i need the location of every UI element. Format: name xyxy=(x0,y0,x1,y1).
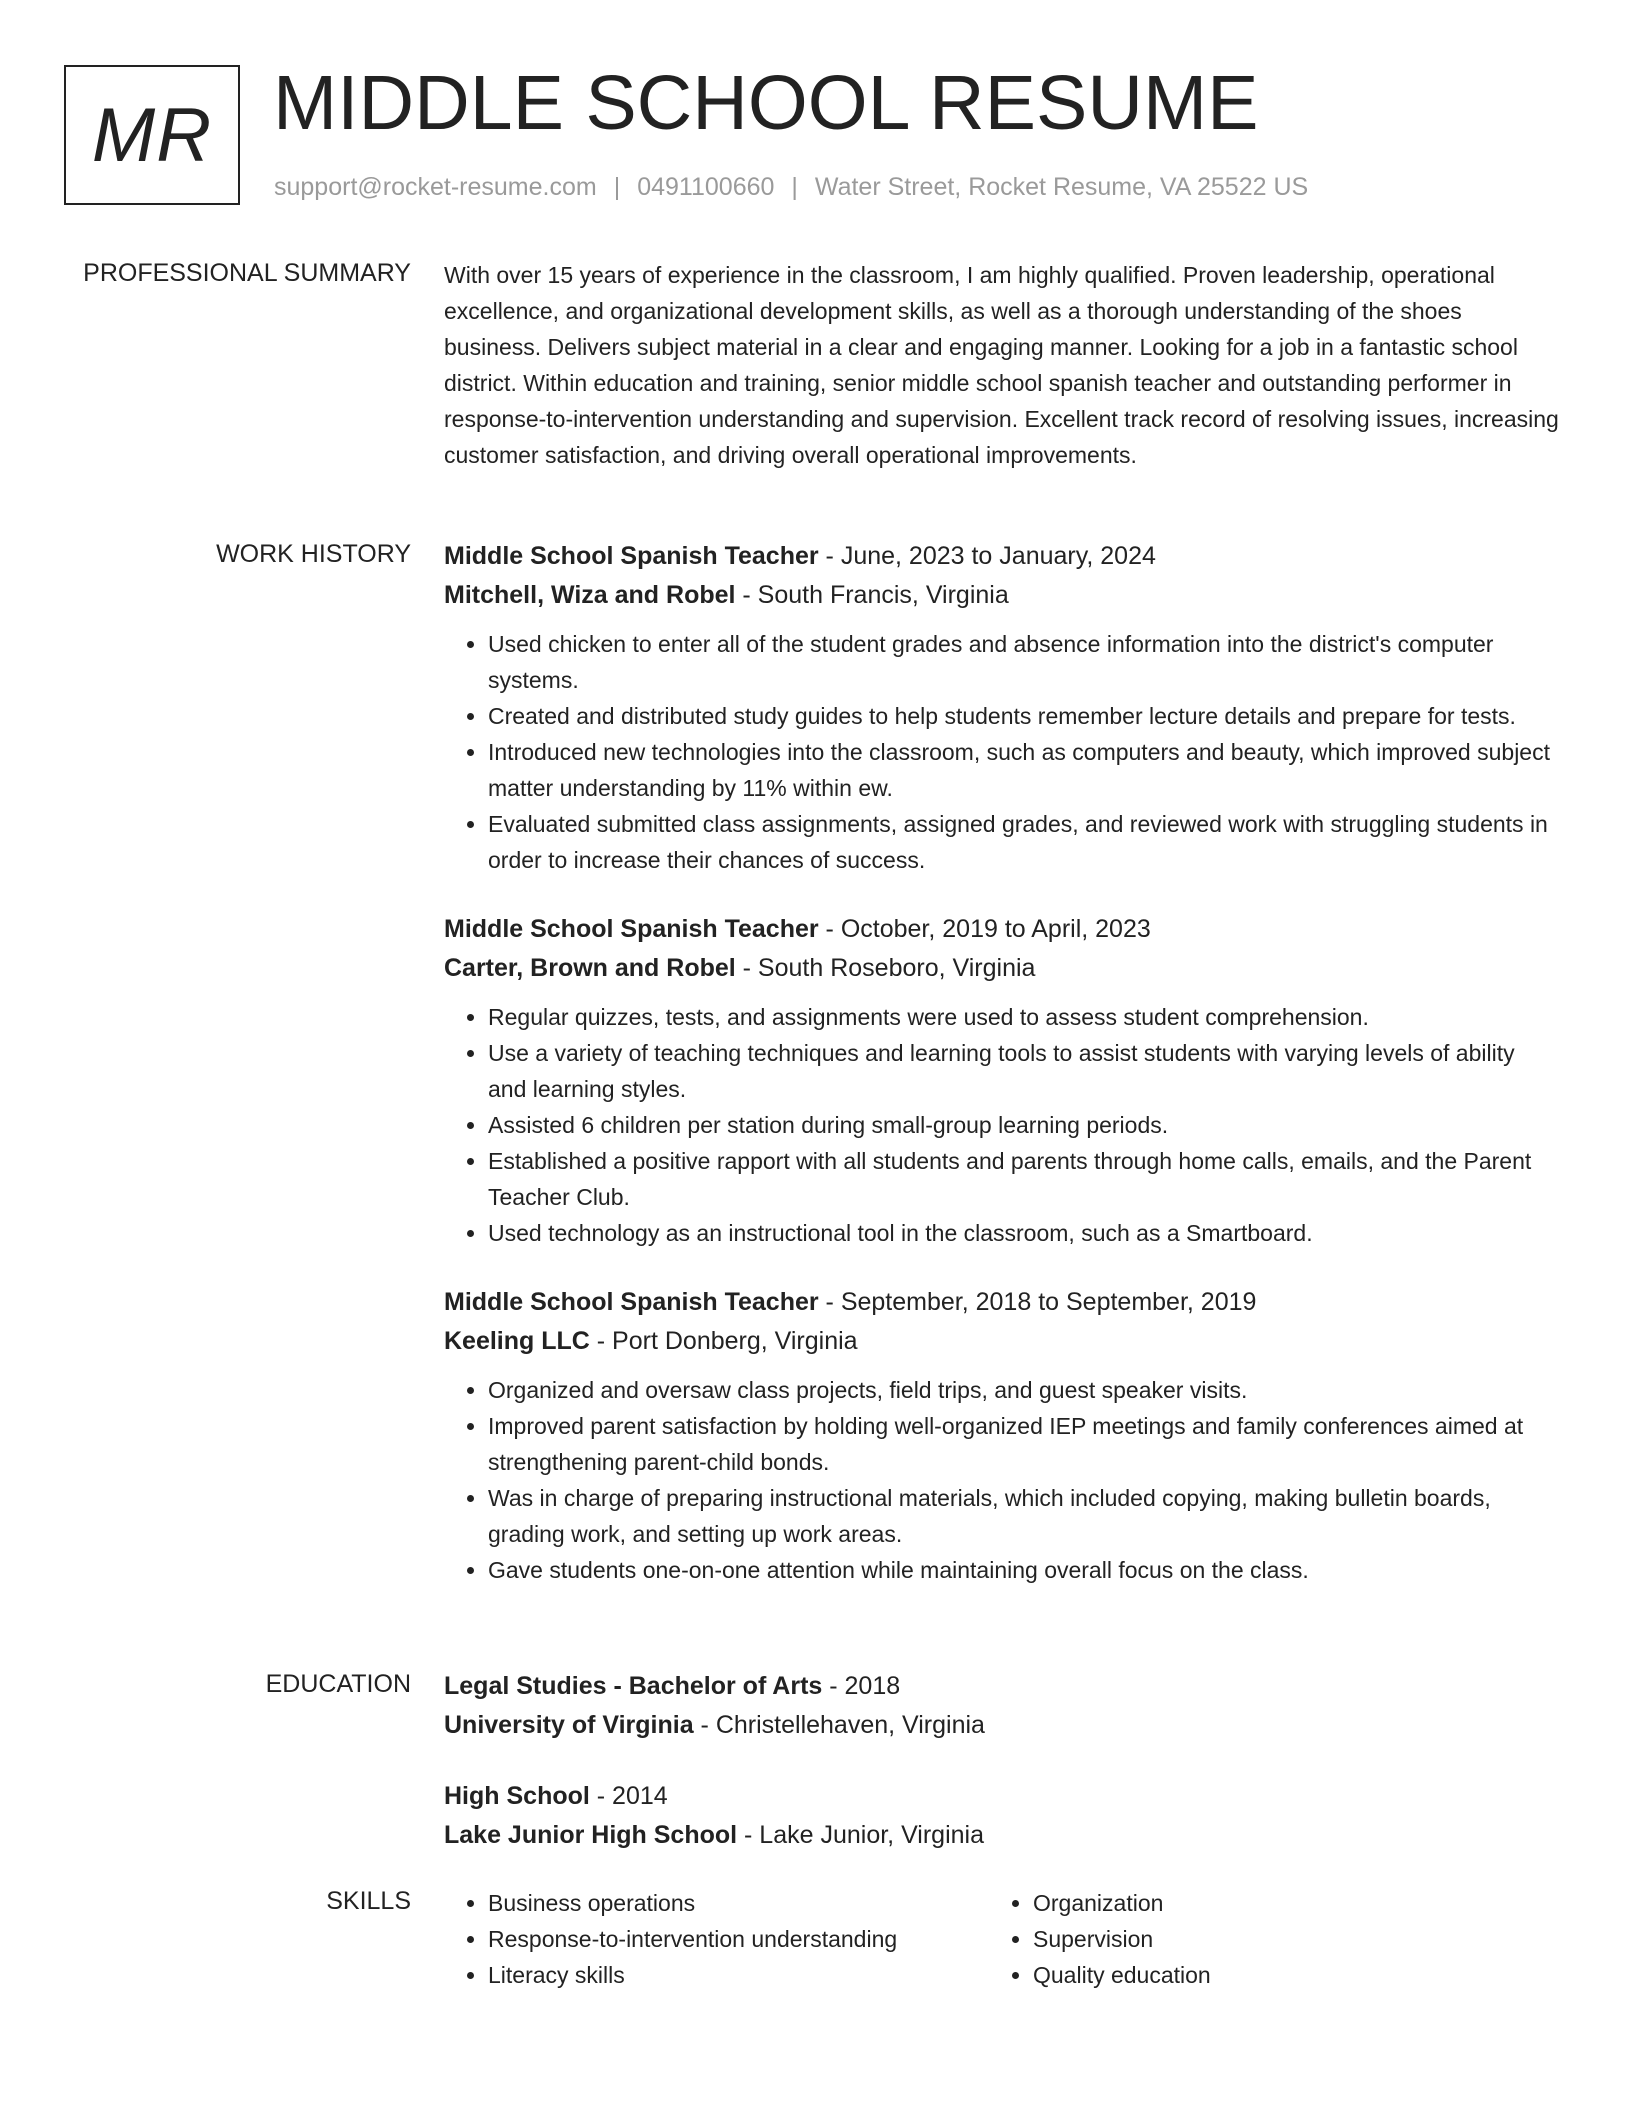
job-company-line xyxy=(444,1322,1559,1361)
education-location: - Christellehaven, Virginia xyxy=(693,1711,985,1739)
section-label-skills: SKILLS xyxy=(326,1887,411,1915)
job-bullet: • Used chicken to enter all of the student grades and absence information into the district's computer systems. xyxy=(488,626,1559,698)
job-title: Middle School Spanish Teacher xyxy=(444,542,819,570)
education-entry xyxy=(444,1777,1559,1855)
job-bullet: • Used technology as an instructional tool in the classroom, such as a Smartboard. xyxy=(488,1215,1559,1251)
job-title-line xyxy=(444,910,1559,949)
job-title-line xyxy=(444,537,1559,576)
job-bullet: • Organized and oversaw class projects, field trips, and guest speaker visits. xyxy=(488,1372,1559,1408)
job-company-line xyxy=(444,949,1559,988)
skill-item: • Quality education xyxy=(1033,1957,1534,1993)
summary-body xyxy=(444,257,1559,473)
education-school-line xyxy=(444,1816,1559,1855)
job-title-line xyxy=(444,1283,1559,1322)
job-bullet: • Use a variety of teaching techniques and learning tools to assist students with varying levels of ability and learning styles. xyxy=(488,1035,1559,1107)
education-degree: Legal Studies - Bachelor of Arts xyxy=(444,1672,823,1700)
job-title: Middle School Spanish Teacher xyxy=(444,915,819,943)
contact-line xyxy=(274,173,1308,202)
education-year: - 2018 xyxy=(822,1672,901,1700)
education-degree: High School xyxy=(444,1782,590,1810)
education-degree-line xyxy=(444,1777,1559,1816)
job-bullet: • Introduced new technologies into the classroom, such as computers and beauty, which improved subject matter understanding by 11% within ew. xyxy=(488,734,1559,806)
skills-body xyxy=(444,1885,1559,1993)
job-bullet: • Was in charge of preparing instructional materials, which included copying, making bulletin boards, grading work, and setting up work areas. xyxy=(488,1480,1559,1552)
job-entry xyxy=(444,537,1559,878)
job-entry xyxy=(444,1283,1559,1588)
job-bullet: • Assisted 6 children per station during small-group learning periods. xyxy=(488,1107,1559,1143)
skill-item: • Business operations xyxy=(488,1885,989,1921)
contact-address: Water Street, Rocket Resume, VA 25522 US xyxy=(814,173,1309,201)
job-dates: - June, 2023 to January, 2024 xyxy=(818,542,1156,570)
section-label-work: WORK HISTORY xyxy=(216,540,411,568)
job-location: - South Francis, Virginia xyxy=(735,581,1009,609)
job-location: - Port Donberg, Virginia xyxy=(589,1327,858,1355)
job-bullets xyxy=(444,1372,1559,1588)
education-entry xyxy=(444,1667,1559,1745)
contact-separator: | xyxy=(791,173,798,201)
education-school: Lake Junior High School xyxy=(444,1821,738,1849)
job-bullet: • Improved parent satisfaction by holding well-organized IEP meetings and family conferences aimed at strengthening parent-child bonds. xyxy=(488,1408,1559,1480)
job-company: Carter, Brown and Robel xyxy=(444,954,736,982)
job-dates: - September, 2018 to September, 2019 xyxy=(818,1288,1257,1316)
section-label-summary: PROFESSIONAL SUMMARY xyxy=(83,259,411,287)
job-company: Mitchell, Wiza and Robel xyxy=(444,581,736,609)
section-label-education: EDUCATION xyxy=(265,1670,411,1698)
education-school: University of Virginia xyxy=(444,1711,694,1739)
skills-column-right xyxy=(989,1885,1534,1993)
job-bullet: • Established a positive rapport with all students and parents through home calls, emails, and the Parent Teacher Club. xyxy=(488,1143,1559,1215)
monogram-logo: MR xyxy=(64,65,240,205)
education-degree-line xyxy=(444,1667,1559,1706)
job-bullets xyxy=(444,999,1559,1251)
work-history-body xyxy=(444,537,1559,1588)
job-company-line xyxy=(444,576,1559,615)
resume-title: MIDDLE SCHOOL RESUME xyxy=(273,60,1259,146)
job-bullet: • Regular quizzes, tests, and assignments were used to assess student comprehension. xyxy=(488,999,1559,1035)
education-school-line xyxy=(444,1706,1559,1745)
education-body xyxy=(444,1667,1559,1855)
job-dates: - October, 2019 to April, 2023 xyxy=(818,915,1151,943)
job-title: Middle School Spanish Teacher xyxy=(444,1288,819,1316)
skill-item: • Response-to-intervention understanding xyxy=(488,1921,989,1957)
job-location: - South Roseboro, Virginia xyxy=(735,954,1036,982)
job-bullet: • Created and distributed study guides to help students remember lecture details and prepare for tests. xyxy=(488,698,1559,734)
education-location: - Lake Junior, Virginia xyxy=(737,1821,984,1849)
skill-item: • Organization xyxy=(1033,1885,1534,1921)
job-bullet: • Evaluated submitted class assignments, assigned grades, and reviewed work with struggling students in order to increase their chances of success. xyxy=(488,806,1559,878)
skill-item: • Supervision xyxy=(1033,1921,1534,1957)
contact-phone: 0491100660 xyxy=(637,173,775,201)
job-company: Keeling LLC xyxy=(444,1327,590,1355)
job-entry xyxy=(444,910,1559,1251)
job-bullets xyxy=(444,626,1559,878)
skills-column-left xyxy=(444,1885,989,1993)
skill-item: • Literacy skills xyxy=(488,1957,989,1993)
resume-header xyxy=(64,60,1584,210)
contact-separator: | xyxy=(613,173,621,201)
contact-email: support@rocket-resume.com xyxy=(274,173,597,201)
education-year: - 2014 xyxy=(589,1782,668,1810)
skills-grid xyxy=(444,1885,1559,1993)
summary-text: With over 15 years of experience in the classroom, I am highly qualified. Proven leadership, operational excellence, and organizational development skills, as well as a thorough understanding of the shoes business. Delivers subject material in a clear and engaging manner. Looking for a job in a fantastic school district. Within education and training, senior middle school spanish teacher and outstanding performer in response-to-intervention understanding and supervision. Excellent track record of resolving issues, increasing customer satisfaction, and driving overall operational improvements. xyxy=(444,262,1559,468)
job-bullet: • Gave students one-on-one attention while maintaining overall focus on the class. xyxy=(488,1552,1559,1588)
